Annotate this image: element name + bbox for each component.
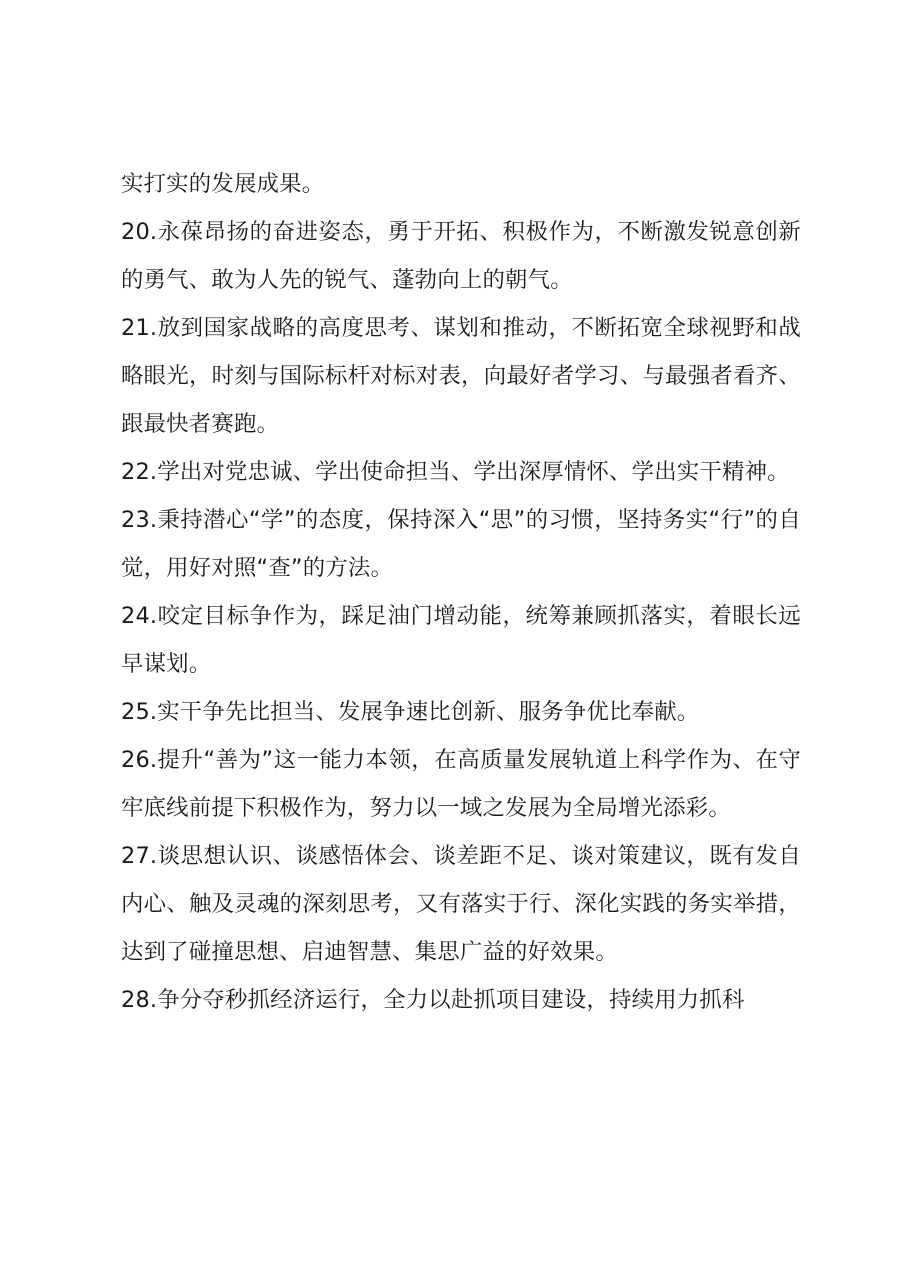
document-body — [121, 160, 801, 1024]
paragraph-26: 26.提升“善为”这一能力本领，在高质量发展轨道上科学作为、在守牢底线前提下积极作为，努力以一域之发展为全局增光添彩。 — [121, 747, 801, 821]
paragraph-24: 24.咬定目标争作为，踩足油门增动能，统筹兼顾抓落实，着眼长远早谋划。 — [121, 603, 801, 677]
paragraph-27: 27.谈思想认识、谈感悟体会、谈差距不足、谈对策建议，既有发自内心、触及灵魂的深刻思考，又有落实于行、深化实践的务实举措，达到了碰撞思想、启迪智慧、集思广益的好效果。 — [121, 843, 801, 965]
paragraph-28: 28.争分夺秒抓经济运行，全力以赴抓项目建设，持续用力抓科 — [121, 987, 745, 1013]
paragraph-23: 23.秉持潜心“学”的态度，保持深入“思”的习惯，坚持务实“行”的自觉，用好对照“查”的方法。 — [121, 507, 801, 581]
paragraph-continuation: 实打实的发展成果。 — [121, 171, 325, 197]
paragraph-22: 22.学出对党忠诚、学出使命担当、学出深厚情怀、学出实干精神。 — [121, 459, 790, 485]
paragraph-21: 21.放到国家战略的高度思考、谋划和推动，不断拓宽全球视野和战略眼光，时刻与国际标杆对标对表，向最好者学习、与最强者看齐、跟最快者赛跑。 — [121, 315, 801, 437]
paragraph-25: 25.实干争先比担当、发展争速比创新、服务争优比奉献。 — [121, 699, 700, 725]
paragraph-20: 20.永葆昂扬的奋进姿态，勇于开拓、积极作为，不断激发锐意创新的勇气、敢为人先的锐气、蓬勃向上的朝气。 — [121, 219, 801, 293]
